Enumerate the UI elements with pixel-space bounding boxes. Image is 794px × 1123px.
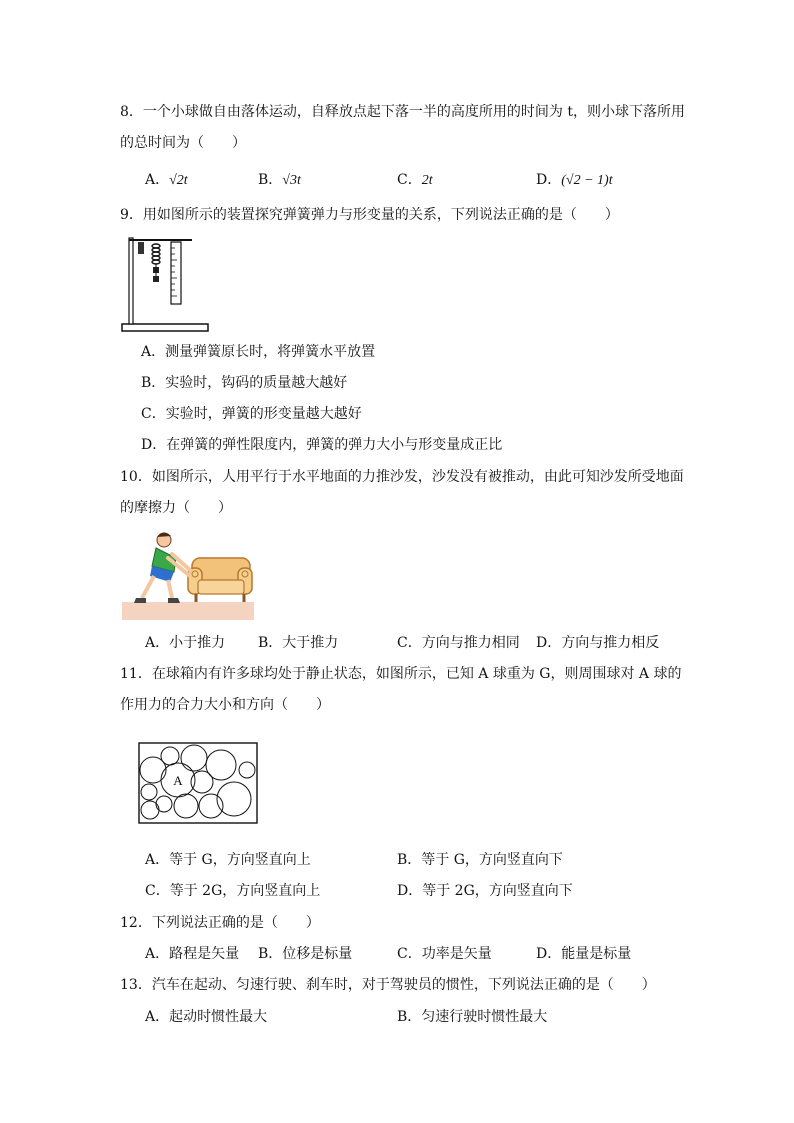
q8-stem-line1: 8．一个小球做自由落体运动，自释放点起下落一半的高度所用的时间为 t，则小球下落所用 <box>120 104 685 120</box>
q8-option-b-label: B． <box>258 172 283 188</box>
q11-option-b[interactable]: B．等于 G，方向竖直向下 <box>397 852 563 868</box>
q10-option-b[interactable]: B．大于推力 <box>258 635 339 651</box>
q8-stem-line2: 的总时间为（ ） <box>120 135 246 151</box>
q10-option-a[interactable]: A．小于推力 <box>145 635 226 651</box>
q12-option-b[interactable]: B．位移是标量 <box>258 946 353 962</box>
q8-option-b-expr: √3t <box>282 173 301 188</box>
q9-option-b[interactable]: B．实验时，钩码的质量越大越好 <box>141 375 348 391</box>
q13-option-a[interactable]: A．起动时惯性最大 <box>145 1009 268 1025</box>
q11-option-a[interactable]: A．等于 G，方向竖直向上 <box>145 852 311 868</box>
ball-a-label: A <box>173 773 183 788</box>
q10-stem-line1: 10．如图所示，人用平行于水平地面的力推沙发，沙发没有被推动，由此可知沙发所受地面 <box>120 469 684 485</box>
q8-option-d-expr: (√2 − 1)t <box>561 173 613 188</box>
spring-apparatus-figure <box>120 234 210 334</box>
q8-option-a-label: A． <box>145 172 170 188</box>
q10-option-d[interactable]: D．方向与推力相反 <box>536 635 660 651</box>
q13-stem: 13．汽车在起动、匀速行驶、刹车时，对于驾驶员的惯性，下列说法正确的是（ ） <box>120 977 656 993</box>
q13-option-b[interactable]: B．匀速行驶时惯性最大 <box>397 1009 548 1025</box>
q9-option-c[interactable]: C．实验时，弹簧的形变量越大越好 <box>141 406 362 422</box>
q8-option-d-label: D． <box>536 172 562 188</box>
q11-stem-line2: 作用力的合力大小和方向（ ） <box>120 697 330 713</box>
q8-option-a-expr: √2t <box>169 173 188 188</box>
q12-option-d[interactable]: D．能量是标量 <box>536 946 632 962</box>
q10-option-c[interactable]: C．方向与推力相同 <box>397 635 520 651</box>
q11-option-c[interactable]: C．等于 2G，方向竖直向上 <box>145 883 321 899</box>
q12-option-c[interactable]: C．功率是矢量 <box>397 946 492 962</box>
q8-option-a[interactable] <box>145 170 188 191</box>
q8-option-c-expr: 2t <box>421 173 433 188</box>
ball-box-figure <box>138 742 258 824</box>
q9-option-d[interactable]: D．在弹簧的弹性限度内，弹簧的弹力大小与形变量成正比 <box>141 437 503 453</box>
q11-option-d[interactable]: D．等于 2G，方向竖直向下 <box>397 883 573 899</box>
q8-option-c-label: C． <box>397 172 422 188</box>
q12-stem: 12．下列说法正确的是（ ） <box>120 915 320 931</box>
q10-stem-line2: 的摩擦力（ ） <box>120 500 232 516</box>
q9-stem: 9．用如图所示的装置探究弹簧弹力与形变量的关系，下列说法正确的是（ ） <box>120 207 619 223</box>
q8-option-b[interactable] <box>258 170 301 191</box>
q12-option-a[interactable]: A．路程是矢量 <box>145 946 240 962</box>
q8-option-c[interactable] <box>397 170 433 191</box>
q8-option-d[interactable] <box>536 170 613 191</box>
q9-option-a[interactable]: A．测量弹簧原长时，将弹簧水平放置 <box>141 344 376 360</box>
q11-stem-line1: 11．在球箱内有许多球均处于静止状态，如图所示，已知 A 球重为 G，则周围球对 A 球的 <box>120 666 682 682</box>
person-pushing-sofa-figure <box>122 528 254 620</box>
